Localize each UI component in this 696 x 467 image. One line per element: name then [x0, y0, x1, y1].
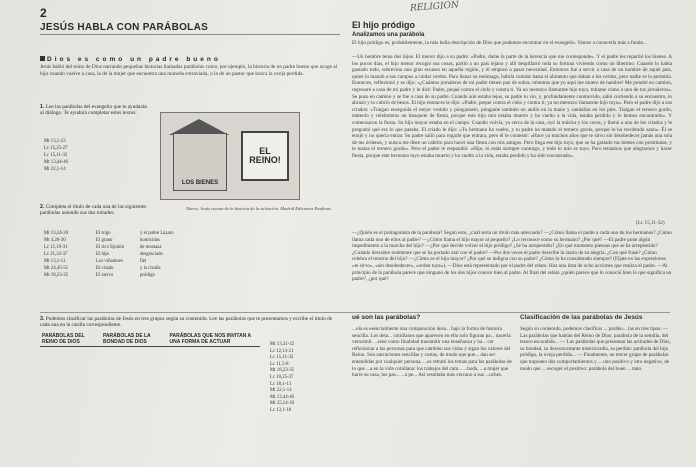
- answer-cell[interactable]: [40, 410, 101, 419]
- answer-cell[interactable]: [101, 437, 168, 446]
- page-number: 2: [40, 6, 47, 20]
- table-row: [40, 365, 260, 374]
- parable-ref: Mt 13,1-11: [44, 259, 66, 264]
- ref-item: Lc 10,25-37: [270, 374, 294, 380]
- parable-second-half: y el pobre Lázaro: [140, 231, 174, 236]
- activity-2-right-col: [140, 230, 174, 279]
- parable-first-half: Los viñadores: [96, 259, 124, 264]
- answer-cell[interactable]: [168, 437, 260, 446]
- table-row: [40, 392, 260, 401]
- answer-cell[interactable]: [40, 356, 101, 365]
- answer-cell[interactable]: [40, 347, 101, 357]
- activity-2-number: 2.: [40, 204, 45, 210]
- answer-cell[interactable]: [40, 365, 101, 374]
- ref-item: Mt 13,44-46: [44, 160, 68, 165]
- ref-item: Lc 13,1-18: [270, 407, 292, 413]
- parable-first-half: El criado: [96, 266, 114, 271]
- table-row: [40, 401, 260, 410]
- answer-cell[interactable]: [40, 383, 101, 392]
- story-title: El hijo pródigo: [352, 20, 415, 30]
- section-title: Dios es como un padre bueno: [40, 56, 221, 63]
- answer-cell[interactable]: [168, 374, 260, 383]
- parable-ref: Mt 4,26-30: [44, 238, 66, 243]
- answer-cell[interactable]: [40, 428, 101, 437]
- illustration: [160, 112, 300, 200]
- answer-cell[interactable]: [101, 392, 168, 401]
- ref-item: Mt 25,14-30: [270, 401, 294, 407]
- table-row: [40, 356, 260, 365]
- parable-ref: Lc 15,19-31: [44, 245, 68, 250]
- activity-2-text: Completa el título de cada una de las siguientes parábolas uniendo sus dos mitades:: [40, 204, 147, 217]
- ref-item: Mt 18,23-35: [270, 368, 294, 374]
- answer-cell[interactable]: [101, 374, 168, 383]
- answer-cell[interactable]: [101, 419, 168, 428]
- table-row: [40, 383, 260, 392]
- answer-cell[interactable]: [168, 419, 260, 428]
- activity-3: [40, 316, 340, 329]
- parable-first-half: El trigo: [96, 231, 111, 236]
- answer-cell[interactable]: [101, 347, 168, 357]
- answer-cell[interactable]: [40, 392, 101, 401]
- story-lead: El hijo pródigo es, probablemente, la más bella descripción de Dios que podemos encontrar en el evangelio. Vamos a conocerla más a fondo...: [352, 40, 647, 46]
- activity-3-number: 3.: [40, 316, 45, 322]
- table-row: [40, 419, 260, 428]
- answer-cell[interactable]: [101, 383, 168, 392]
- answer-cell[interactable]: [168, 410, 260, 419]
- intro-paragraph: Jesús habló del reino de Dios narrando pequeñas historias llamadas parábolas como, por ejemplo, la historia de un padre bueno que acoge al hijo cuando vuelve a casa, la de la mujer que encuentra una moneda extraviada, o la de un pastor que busca la oveja perdida.: [40, 64, 338, 77]
- parable-second-half: fiel: [140, 259, 147, 264]
- classification-text: Según su contenido, podemos clasificar ... parábo... las en tres tipos: — Las parábolas que hablan del Reino de Dios: parábola de la semilla, del tesoro escondido... — Las parábolas que presentan las actitudes de Dios, su bondad, su desconcertante misericordia, su perdón: parábola del hijo pródigo, la oveja perdida... — Finalmente, un tercer grupo de parábolas que traponen dos comportamientos y ... uno positivo y otro negativo, de modo que ... escoger el positivo: parábola del buen ... tano.: [520, 326, 671, 372]
- answer-cell[interactable]: [40, 437, 101, 446]
- parable-second-half: homicidas: [140, 238, 160, 243]
- ref-item: Lc 15,25-27: [44, 146, 68, 151]
- illustration-caption: Nuevo, Jesús cuenta de la historia de la salvación. Madrid Ediciones Paulinas: [186, 206, 331, 211]
- activity-2: [40, 204, 152, 217]
- parable-ref: Mt 18,23-35: [44, 273, 68, 278]
- ref-item: Lc 12,13-21: [270, 348, 294, 354]
- activity-3-refs: [270, 342, 294, 415]
- ref-item: Lc 15,11-32: [44, 153, 68, 158]
- parable-ref: Mt 13,24-30: [44, 231, 68, 236]
- ref-item: Lc 15,11-32: [270, 355, 294, 361]
- answer-cell[interactable]: [40, 419, 101, 428]
- ref-item: Mt 13,1-23: [44, 139, 66, 144]
- answer-cell[interactable]: [101, 356, 168, 365]
- story-questions: —¿Quién es el protagonista de la parábola? Según esto, ¿cuál sería un título más adecuado? —¿Cómo llama el padre a cada uno de los hermanos? ¿Cómo llama cada uno de ellos al padre? —¿Cómo llama el hijo mayor al pequeño? ¿Lo reconoce como su hermano? ¿Por qué? —El padre pone algún impedimento a la marcha del hijo? —¿Por qué decide volver el hijo pródigo? ¿Se ha arrepentido? ¿En qué momento piensas que se ha arrepentido? ¿Cuándo descubre realmente que se ha portado mal con el padre? —Por dos veces el padre describe la razón de su alegría. ¿Con qué frase? ¿Cómo celebra el retorno del hijo? —¿Cómo es el hijo mayor? ¿Por qué se indigna con su padre? ¿Cómo lo ha considerado siempre? (Fíjate en las expresiones «te sirvo», «sin desobedecer», «orden tuya»). —Dios está representado por el padre del relato. Haz una lista de ocho acciones que realiza el padre. —Al principio de la parábola parece que ninguno de los dos hijos conoce bien al padre. Al final del relato ¿quién parece que lo conoció bien lo que significa un padre?, ¿por qué?: [352, 230, 672, 283]
- parable-second-half: desgraciado: [140, 252, 163, 257]
- title-divider: [40, 34, 340, 35]
- handwritten-note: RELIGION: [409, 0, 460, 14]
- parable-second-half: y la cizaña: [140, 266, 161, 271]
- classification-table: [40, 332, 260, 446]
- parable-first-half: El rico Epulón: [96, 245, 124, 250]
- story-subtitle: Analizamos una parábola: [352, 32, 425, 38]
- table-header: PARÁBOLAS QUE NOS INVITAN A UNA FORMA DE ACTUAR: [168, 332, 260, 347]
- answer-cell[interactable]: [168, 347, 260, 357]
- ref-item: Mt 22,1-14: [44, 167, 66, 172]
- activity-2-left-col: [44, 230, 68, 279]
- chapter-title: JESÚS HABLA CON PARÁBOLAS: [40, 22, 209, 33]
- activity-1-text: Lee las parábolas del evangelio que te ayudarán al diálogo. Te ayudará completar estos textos:: [40, 104, 148, 117]
- ref-item: Mt 13,31-32: [270, 342, 294, 347]
- activity-1-refs: [44, 138, 68, 173]
- parable-first-half: El siervo: [96, 273, 114, 278]
- story-body: —Un hombre tenía dos hijos. El menor dijo a su padre: «Padre, dame la parte de la herencia que me corresponde». Y el padre les repartió los bienes. A los pocos días, el hijo menor recogió sus cosas, partió a un país lejano y allí despilfarró toda su fortuna viviendo como un libertino. Cuando lo había gastado todo, sobrevino una gran escasez en aquella región, y él empezó a pasar necesidad. Entonces fue a servir a casa de un hombre de aquel país, quien lo mandó a sus campos a cuidar cerdos. Para llenar su estómago, habría comido hasta el alimento que daban a los cerdos, pero nadie se lo permitía. Entonces, reflexionó y se dijo: «¿Cuántos jornaleros de mi padre tienen pan de sobra, mientras que yo aquí me muero de hambre! Me pondré en camino, regresaré a casa de mi padre y le diré: Padre, pequé contra el cielo y contra ti. Ya no merezco llamarme hijo tuyo, trátame como a uno de tus jornaleros». Se puso en camino y se fue a casa de su padre. Cuando aún estaba lejos, su padre lo vio, y, profundamente conmovido, salió corriendo a su encuentro, lo abrazó y lo cubrió de besos. El hijo entonces le dijo: «Padre, pequé contra el cielo y contra ti; ya no merezco llamarme hijo tuyo». Pero el padre dijo a sus criados: «Traigan enseguida el mejor vestido y pónganselo, pónganle también un anillo en la mano y sandalias en los pies. Traigan el ternero gordo, mátenlo y celebremos un banquete de fiesta, porque este hijo mío estaba muerto y ha vuelto a la vida, estaba perdido y lo hemos encontrado». Y comenzaron la fiesta. Su hijo mayor estaba en el campo. Cuando volvía, ya cerca de la casa, oyó la música y los coros, y llamó a uno de los criados y le preguntó qué era lo que pasaba. El criado le dijo: «Tu hermano ha vuelto, y tu padre ha matado el ternero gordo, porque lo ha recobrado sano». Él se enojó y no quería entrar. Su padre salió para rogarle que entrara, pero él le contestó: «Hace ya muchos años que te sirvo sin desobedecer jamás una sola de tus órdenes, y nunca me diste un cabrito para hacer una fiesta con mis amigos. Pero llega ese hijo tuyo, que se ha gastado tus bienes con prostitutas, y le matas el ternero gordo». Pero el padre le respondió: «Hijo, tú estás siempre conmigo, y todo lo mío es tuyo. Pero teníamos que alegrarnos y hacer fiesta, porque este hermano tuyo estaba muerto y ha vuelto a la vida, estaba perdido y ha sido encontrado».: [352, 54, 672, 159]
- parable-ref: Mt 24,45-51: [44, 266, 68, 271]
- table-header: PARÁBOLAS DE LA BONDAD DE DIOS: [101, 332, 168, 347]
- table-row: [40, 410, 260, 419]
- activity-1-number: 1.: [40, 104, 45, 110]
- table-header: PARÁBOLAS DEL REINO DE DIOS: [40, 332, 101, 347]
- answer-cell[interactable]: [168, 401, 260, 410]
- house-drawing: LOS BIENES: [173, 133, 227, 191]
- ref-item: Lc 11,5-8: [270, 361, 289, 367]
- parable-second-half: pródigo: [140, 273, 155, 278]
- answer-cell[interactable]: [101, 365, 168, 374]
- answer-cell[interactable]: [101, 428, 168, 437]
- section-divider: [40, 312, 670, 313]
- answer-cell[interactable]: [168, 365, 260, 374]
- answer-cell[interactable]: [101, 401, 168, 410]
- table-row: [40, 428, 260, 437]
- square-bullet-icon: [40, 56, 45, 61]
- activity-1: [40, 104, 152, 117]
- parable-ref: Lc 21,33-37: [44, 252, 68, 257]
- parable-second-half: de mostaza: [140, 245, 162, 250]
- answer-cell[interactable]: [168, 392, 260, 401]
- parable-first-half: El grano: [96, 238, 113, 243]
- ref-item: Mt 22,1-14: [270, 388, 292, 394]
- reino-sign: EL REINO!: [241, 131, 289, 181]
- classification-heading: Clasificación de las parábolas de Jesús: [520, 314, 643, 321]
- ref-item: Mt 13,44-46: [270, 394, 294, 400]
- activity-3-text: Podemos clasificar las parábolas de Jesús en tres grupos según su contenido. Lee las parábolas que te presentamos y escribe el título de cada una en la casilla correspondiente.: [40, 316, 333, 329]
- answer-cell[interactable]: [101, 410, 168, 419]
- answer-cell[interactable]: [40, 401, 101, 410]
- answer-cell[interactable]: [168, 383, 260, 392]
- answer-cell[interactable]: [168, 356, 260, 365]
- parable-first-half: El hijo: [96, 252, 109, 257]
- table-row: [40, 347, 260, 357]
- story-reference: (Lc 15,11-32): [636, 220, 665, 226]
- table-row: [40, 437, 260, 446]
- parables-heading: ué son las parábolas?: [352, 314, 421, 321]
- answer-cell[interactable]: [168, 428, 260, 437]
- ref-item: Lc 18,1-13: [270, 381, 292, 387]
- parables-explanation: ...ola es esencialmente una comparación desa... bajo la forma de historia sencilla. Los deta... cotidianos que aparecen en ella solo figuran pa... nacerla verosímil. ...iene como finalidad transmitir una enseñanza y ha... cer reflexionar a las personas para que cambien sus vidas y sigan los valores del Reino. Son narraciones sencillas y cortas, de modo que pue... dan ser entendidas por cualquier persona. ...os retrató los temas para las parábolas de lo que ...a en la vida cotidiana: los trabajos del cam... ...boda, ...a mujer que barre su casa, los pas... ...a pe... Así resultaba más cercano a sus ...uches.: [352, 326, 512, 379]
- activity-2-mid-col: [96, 230, 124, 279]
- answer-cell[interactable]: [40, 374, 101, 383]
- table-row: [40, 374, 260, 383]
